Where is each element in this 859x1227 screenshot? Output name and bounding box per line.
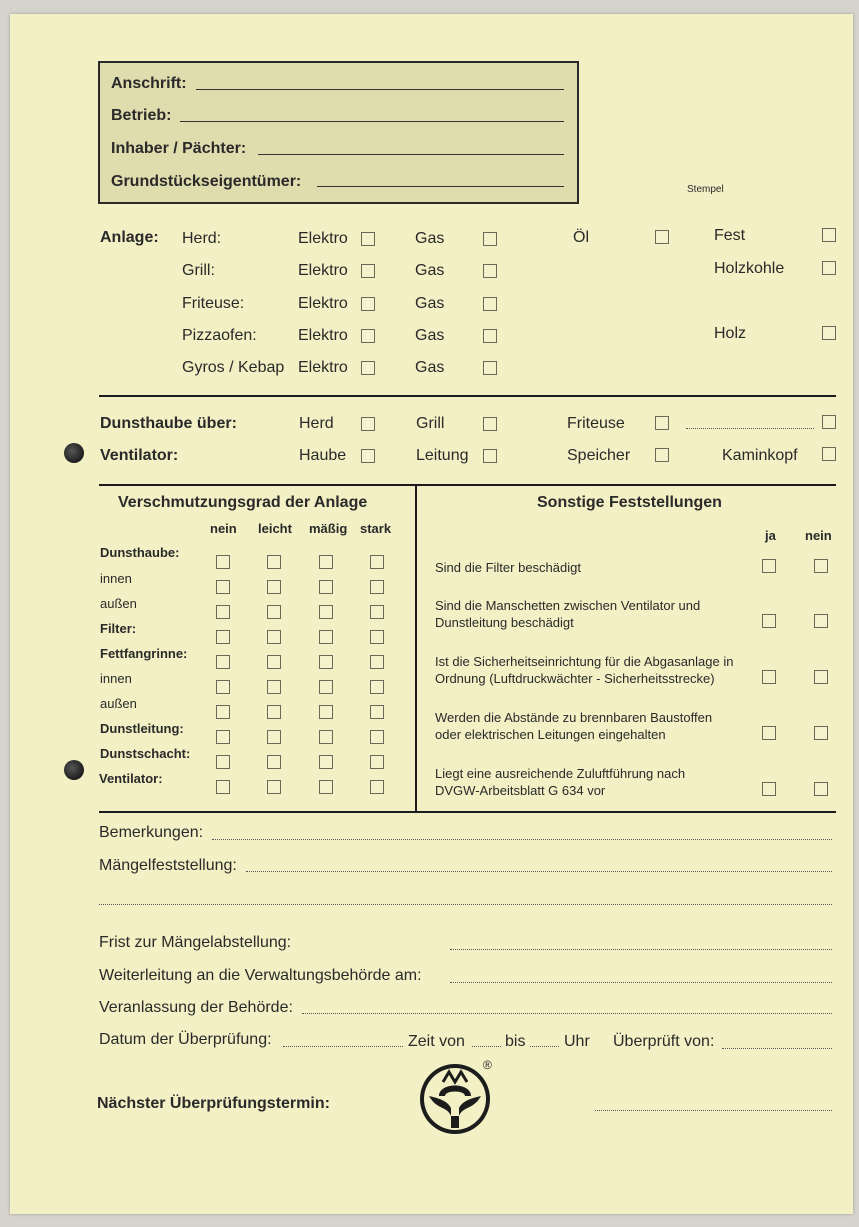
ventilator-leitung-label: Leitung [416, 447, 469, 464]
frist-label: Frist zur Mängelabstellung: [99, 934, 292, 951]
oel-label: Öl [573, 229, 589, 246]
punch-hole [64, 760, 84, 780]
checkbox[interactable] [361, 449, 375, 463]
col-ja: ja [765, 528, 776, 543]
maengel-line[interactable] [246, 871, 832, 872]
checkbox[interactable] [483, 264, 497, 278]
elektro-label: Elektro [298, 230, 348, 247]
pollution-row-label: außen [100, 596, 137, 611]
pollution-row-label: Dunsthaube: [100, 545, 180, 560]
dunsthaube-herd-label: Herd [299, 415, 334, 432]
anlage-row-name: Herd: [182, 230, 222, 247]
anschrift-line[interactable] [196, 89, 564, 90]
punch-hole [64, 443, 84, 463]
pollution-checkbox[interactable] [370, 605, 384, 619]
pollution-checkbox[interactable] [267, 605, 281, 619]
registered-mark: ® [483, 1058, 492, 1072]
gas-label: Gas [415, 327, 445, 344]
maengel-line-2[interactable] [99, 904, 832, 905]
pollution-checkbox[interactable] [370, 730, 384, 744]
col-nein: nein [210, 521, 237, 536]
holz-label: Holz [714, 325, 747, 342]
pollution-checkbox[interactable] [319, 705, 333, 719]
checkbox[interactable] [483, 297, 497, 311]
pollution-checkbox[interactable] [216, 755, 230, 769]
checkbox-nein[interactable] [814, 670, 828, 684]
holzkohle-label: Holzkohle [714, 260, 785, 277]
elektro-label: Elektro [298, 327, 348, 344]
veranlassung-line[interactable] [302, 1013, 832, 1014]
checkbox[interactable] [361, 297, 375, 311]
checkbox-nein[interactable] [814, 559, 828, 573]
question-text: Liegt eine ausreichende Zuluftführung nach [435, 766, 686, 781]
verschmutzung-title: Verschmutzungsgrad der Anlage [118, 494, 368, 511]
betrieb-line[interactable] [180, 121, 564, 122]
dunsthaube-friteuse-label: Friteuse [567, 415, 625, 432]
bemerkungen-line[interactable] [212, 839, 832, 840]
guild-logo-icon [417, 1060, 497, 1140]
weiterleitung-line[interactable] [450, 982, 832, 983]
anlage-row-name: Grill: [182, 262, 215, 279]
pollution-checkbox[interactable] [319, 755, 333, 769]
anschrift-label: Anschrift: [111, 75, 187, 92]
pollution-checkbox[interactable] [370, 780, 384, 794]
gas-label: Gas [415, 359, 445, 376]
bemerkungen-label: Bemerkungen: [99, 824, 204, 841]
pollution-checkbox[interactable] [370, 630, 384, 644]
checkbox[interactable] [361, 232, 375, 246]
pollution-row-label: Dunstschacht: [100, 746, 191, 761]
checkbox-ja[interactable] [762, 614, 776, 628]
uhr-label: Uhr [564, 1033, 590, 1050]
checkbox[interactable] [361, 264, 375, 278]
pollution-row-label: Fettfangrinne: [100, 646, 188, 661]
pollution-checkbox[interactable] [319, 730, 333, 744]
naechster-label: Nächster Überprüfungstermin: [97, 1095, 330, 1112]
divider [99, 484, 836, 486]
pollution-checkbox[interactable] [319, 605, 333, 619]
pollution-checkbox[interactable] [267, 780, 281, 794]
checkbox-nein[interactable] [814, 782, 828, 796]
ueberprueft-label: Überprüft von: [613, 1033, 715, 1050]
pollution-checkbox[interactable] [216, 780, 230, 794]
question-text: Ordnung (Luftdruckwächter - Sicherheitsstrecke) [435, 671, 715, 686]
dunsthaube-grill-label: Grill [416, 415, 445, 432]
maengel-label: Mängelfeststellung: [99, 857, 237, 874]
pollution-checkbox[interactable] [319, 580, 333, 594]
col-stark: stark [360, 521, 392, 536]
pollution-checkbox[interactable] [370, 555, 384, 569]
elektro-label: Elektro [298, 262, 348, 279]
pollution-checkbox[interactable] [216, 630, 230, 644]
anlage-label: Anlage: [100, 229, 159, 246]
checkbox[interactable] [655, 448, 669, 462]
feststellungen-title: Sonstige Feststellungen [537, 494, 722, 511]
pollution-checkbox[interactable] [267, 580, 281, 594]
ventilator-speicher-label: Speicher [567, 447, 631, 464]
zeit-von-line[interactable] [472, 1046, 501, 1047]
anlage-row-name: Pizzaofen: [182, 327, 257, 344]
pollution-checkbox[interactable] [319, 780, 333, 794]
gas-label: Gas [415, 230, 445, 247]
checkbox[interactable] [361, 329, 375, 343]
pollution-checkbox[interactable] [216, 730, 230, 744]
question-text: DVGW-Arbeitsblatt G 634 vor [435, 783, 606, 798]
pollution-checkbox[interactable] [267, 755, 281, 769]
elektro-label: Elektro [298, 359, 348, 376]
checkbox[interactable] [822, 261, 836, 275]
checkbox[interactable] [361, 361, 375, 375]
zeit-von-label: Zeit von [408, 1033, 465, 1050]
bis-line[interactable] [530, 1046, 559, 1047]
question-text: Sind die Filter beschädigt [435, 560, 581, 575]
ventilator-haube-label: Haube [299, 447, 347, 464]
col-maessig: mäßig [309, 521, 348, 536]
checkbox-ja[interactable] [762, 726, 776, 740]
elektro-label: Elektro [298, 295, 348, 312]
checkbox[interactable] [483, 329, 497, 343]
datum-line[interactable] [283, 1046, 403, 1047]
question-text: Ist die Sicherheitseinrichtung für die Abgasanlage in [435, 654, 734, 669]
pollution-checkbox[interactable] [267, 555, 281, 569]
pollution-checkbox[interactable] [216, 680, 230, 694]
question-text: Werden die Abstände zu brennbaren Baustoffen [435, 710, 713, 725]
dunsthaube-label: Dunsthaube über: [100, 415, 237, 432]
pollution-checkbox[interactable] [319, 655, 333, 669]
col-nein-right: nein [805, 528, 832, 543]
pollution-checkbox[interactable] [216, 555, 230, 569]
checkbox[interactable] [483, 232, 497, 246]
gas-label: Gas [415, 262, 445, 279]
pollution-checkbox[interactable] [267, 730, 281, 744]
column-divider [415, 485, 417, 813]
grundstueck-label: Grundstückseigentümer: [111, 173, 302, 190]
pollution-checkbox[interactable] [267, 655, 281, 669]
checkbox[interactable] [483, 361, 497, 375]
pollution-checkbox[interactable] [267, 680, 281, 694]
pollution-checkbox[interactable] [370, 755, 384, 769]
checkbox-ja[interactable] [762, 670, 776, 684]
checkbox[interactable] [822, 447, 836, 461]
checkbox[interactable] [483, 417, 497, 431]
pollution-checkbox[interactable] [319, 630, 333, 644]
pollution-row-label: innen [100, 671, 132, 686]
ueberprueft-line[interactable] [722, 1048, 832, 1049]
pollution-row-label: außen [100, 696, 137, 711]
pollution-checkbox[interactable] [216, 705, 230, 719]
dunsthaube-other-line[interactable] [686, 428, 814, 429]
checkbox[interactable] [483, 449, 497, 463]
naechster-line[interactable] [595, 1110, 832, 1111]
question-text: Sind die Manschetten zwischen Ventilator und [435, 598, 701, 613]
pollution-checkbox[interactable] [216, 655, 230, 669]
pollution-row-label: Filter: [100, 621, 137, 636]
stamp-label: Stempel [687, 184, 724, 195]
veranlassung-label: Veranlassung der Behörde: [99, 999, 293, 1016]
checkbox[interactable] [655, 416, 669, 430]
ventilator-kaminkopf-label: Kaminkopf [722, 447, 798, 464]
pollution-row-label: Ventilator: [99, 771, 163, 786]
pollution-checkbox[interactable] [319, 555, 333, 569]
question-text: Dunstleitung beschädigt [435, 615, 574, 630]
checkbox[interactable] [361, 417, 375, 431]
checkbox-ja[interactable] [762, 559, 776, 573]
gas-label: Gas [415, 295, 445, 312]
checkbox[interactable] [822, 228, 836, 242]
weiterleitung-label: Weiterleitung an die Verwaltungsbehörde am: [99, 967, 422, 984]
datum-label: Datum der Überprüfung: [99, 1031, 272, 1048]
anlage-row-name: Friteuse: [182, 295, 245, 312]
checkbox-nein[interactable] [814, 726, 828, 740]
form-sheet [10, 14, 853, 1214]
betrieb-label: Betrieb: [111, 107, 172, 124]
anlage-row-name: Gyros / Kebap [182, 359, 285, 376]
checkbox[interactable] [655, 230, 669, 244]
checkbox-ja[interactable] [762, 782, 776, 796]
pollution-checkbox[interactable] [216, 580, 230, 594]
frist-line[interactable] [450, 949, 832, 950]
inhaber-label: Inhaber / Pächter: [111, 140, 247, 157]
inhaber-line[interactable] [258, 154, 564, 155]
pollution-checkbox[interactable] [370, 680, 384, 694]
grundstueck-line[interactable] [317, 186, 564, 187]
pollution-checkbox[interactable] [216, 605, 230, 619]
bis-label: bis [505, 1033, 526, 1050]
pollution-checkbox[interactable] [267, 630, 281, 644]
checkbox[interactable] [822, 326, 836, 340]
ventilator-label: Ventilator: [100, 447, 179, 464]
divider [99, 395, 836, 397]
checkbox-nein[interactable] [814, 614, 828, 628]
pollution-row-label: Dunstleitung: [100, 721, 184, 736]
pollution-checkbox[interactable] [319, 680, 333, 694]
pollution-checkbox[interactable] [370, 655, 384, 669]
pollution-checkbox[interactable] [267, 705, 281, 719]
pollution-checkbox[interactable] [370, 705, 384, 719]
fest-label: Fest [714, 227, 746, 244]
pollution-checkbox[interactable] [370, 580, 384, 594]
question-text: oder elektrischen Leitungen eingehalten [435, 727, 666, 742]
col-leicht: leicht [258, 521, 292, 536]
divider [99, 811, 836, 813]
pollution-row-label: innen [100, 571, 132, 586]
checkbox[interactable] [822, 415, 836, 429]
